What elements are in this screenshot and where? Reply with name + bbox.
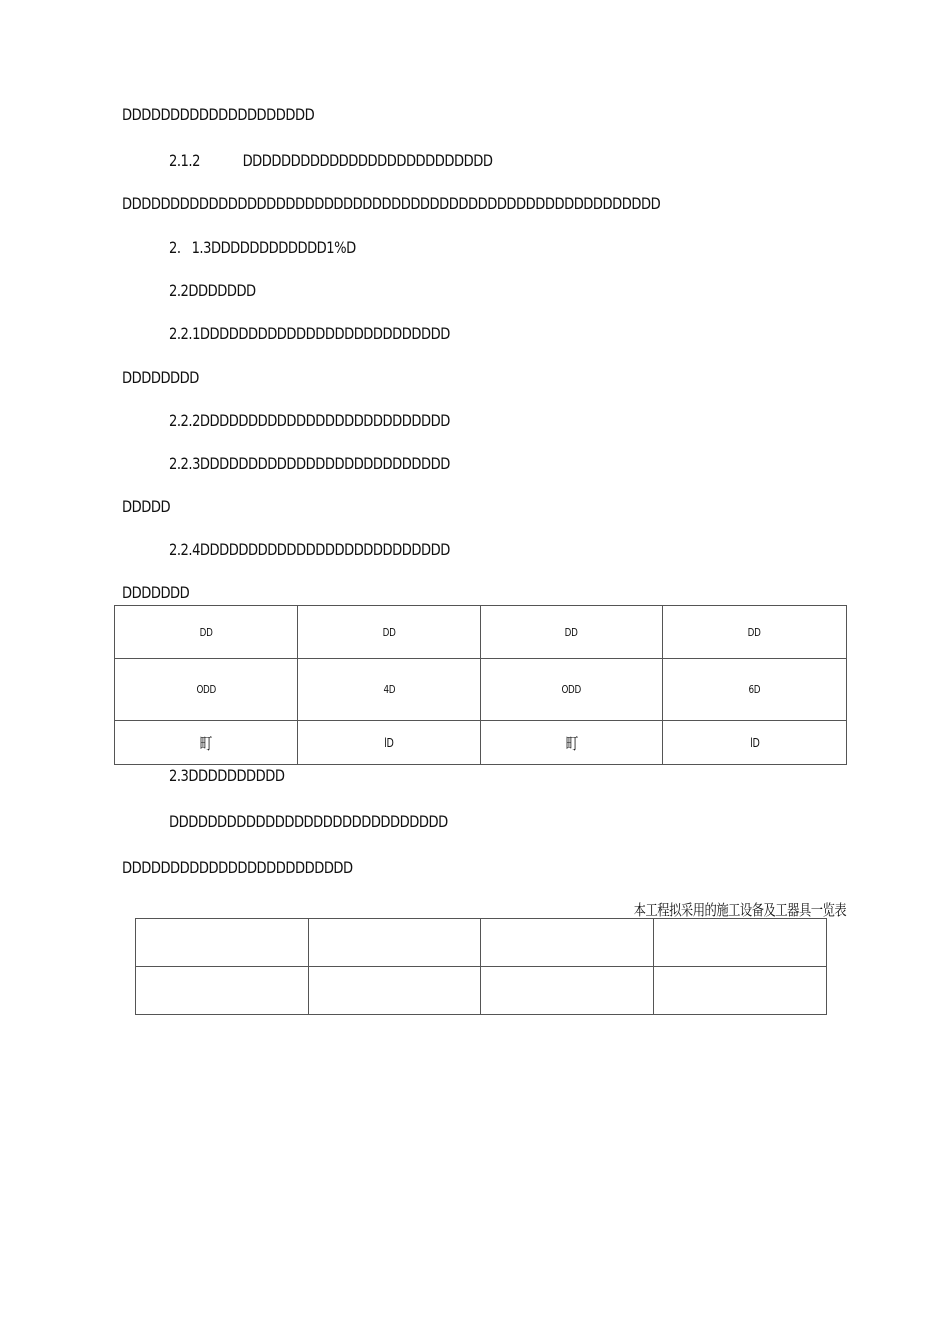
table-cell: DD bbox=[115, 606, 298, 659]
equipment-table-caption: 本工程拟采用的施工设备及工器具一览表 bbox=[633, 901, 846, 919]
paragraph-text: DDDDDDDD bbox=[122, 368, 199, 387]
paragraph-heading-2-1-2 bbox=[169, 151, 492, 170]
table-row bbox=[136, 919, 827, 967]
equipment-table bbox=[135, 918, 827, 1015]
section-number: 2.1.2 bbox=[169, 151, 200, 170]
table-cell: lD bbox=[298, 721, 481, 765]
table-cell bbox=[309, 967, 481, 1015]
table-row bbox=[115, 721, 847, 765]
table-cell bbox=[654, 967, 827, 1015]
paragraph-heading-2-2-1: 2.2.1DDDDDDDDDDDDDDDDDDDDDDDDDD bbox=[169, 324, 450, 343]
table-cell: 4D bbox=[298, 659, 481, 721]
paragraph-heading-2-2-2: 2.2.2DDDDDDDDDDDDDDDDDDDDDDDDDD bbox=[169, 411, 450, 430]
table-cell: 町 bbox=[115, 721, 298, 765]
table-cell bbox=[481, 967, 654, 1015]
table-cell bbox=[481, 919, 654, 967]
table-row bbox=[115, 659, 847, 721]
table-cell: DD bbox=[481, 606, 663, 659]
paragraph-text: DDDDDDDDDDDDDDDDDDDDDDDDDDDDDDDDDDDDDDDDDDDDDDDDDDDDDDDD bbox=[122, 194, 661, 213]
paragraph-heading-2-2-4: 2.2.4DDDDDDDDDDDDDDDDDDDDDDDDDD bbox=[169, 540, 450, 559]
table-row bbox=[136, 967, 827, 1015]
table-cell: DD bbox=[298, 606, 481, 659]
paragraph-text: DDDDDDDDDDDDDDDDDDDDDDDDDDDDD bbox=[169, 812, 448, 831]
table-cell: 6D bbox=[663, 659, 847, 721]
table-cell: DD bbox=[663, 606, 847, 659]
paragraph-heading-2-1-3: 2. 1.3DDDDDDDDDDDD1%D bbox=[169, 238, 356, 257]
table-cell bbox=[309, 919, 481, 967]
paragraph-heading-2-2-3: 2.2.3DDDDDDDDDDDDDDDDDDDDDDDDDD bbox=[169, 454, 450, 473]
table-cell bbox=[654, 919, 827, 967]
table-cell: 町 bbox=[481, 721, 663, 765]
paragraph-text: DDDDDDDDDDDDDDDDDDDD bbox=[122, 105, 315, 124]
data-table bbox=[114, 605, 847, 765]
paragraph-text: DDDDDDDDDDDDDDDDDDDDDDDD bbox=[122, 858, 353, 877]
table-cell bbox=[136, 967, 309, 1015]
section-heading-2-2: 2.2DDDDDDD bbox=[169, 281, 256, 300]
table-row bbox=[115, 606, 847, 659]
table-cell bbox=[136, 919, 309, 967]
section-heading-2-3: 2.3DDDDDDDDDD bbox=[169, 766, 285, 785]
table-title: DDDDDDD bbox=[122, 583, 190, 602]
section-text: DDDDDDDDDDDDDDDDDDDDDDDDDD bbox=[242, 151, 493, 170]
table-cell: lD bbox=[663, 721, 847, 765]
paragraph-text: DDDDD bbox=[122, 497, 171, 516]
table-cell: ODD bbox=[481, 659, 663, 721]
table-cell: ODD bbox=[115, 659, 298, 721]
